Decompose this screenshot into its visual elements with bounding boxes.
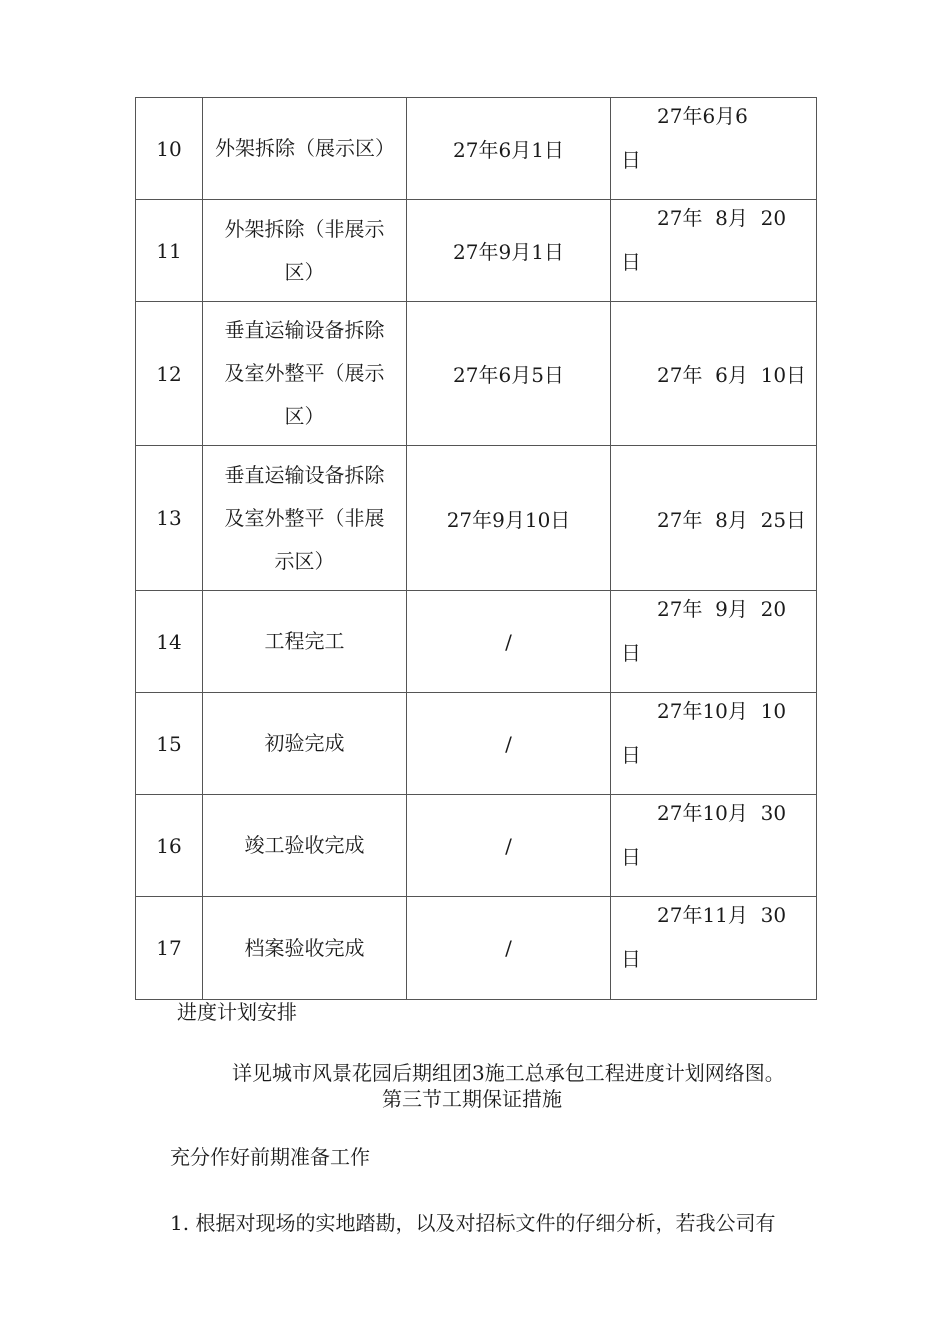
cell-task [203, 897, 407, 1000]
task-text: 外架拆除（非展示区） [224, 216, 385, 284]
table-row [136, 446, 817, 591]
task-text: 初验完成 [264, 731, 345, 755]
cell-start-date: / [407, 897, 611, 1000]
cell-start-date: 27年9月10日 [407, 446, 611, 591]
end-date: 27年 8月 25日 [657, 507, 807, 532]
end-date-line1: 27年6月6 [657, 104, 748, 128]
end-date-line1: 27年11月 30 [657, 903, 787, 927]
cell-number: 17 [136, 897, 203, 1000]
cell-number: 12 [136, 302, 203, 446]
end-date-line2: 日 [621, 641, 641, 665]
section-title: 第三节工期保证措施 [382, 1087, 562, 1111]
cell-number: 15 [136, 693, 203, 795]
task-text: 外架拆除（展示区） [215, 136, 395, 160]
end-date-line1: 27年10月 30 [657, 801, 787, 825]
schedule-detail: 详见城市风景花园后期组团3施工总承包工程进度计划网络图。 [232, 1061, 785, 1085]
cell-number: 14 [136, 591, 203, 693]
end-date: 27年 6月 10日 [657, 363, 807, 387]
subheading-prep: 充分作好前期准备工作 [170, 1145, 370, 1169]
table-body [136, 98, 817, 1000]
end-date-line1: 27年 8月 20 [657, 206, 787, 230]
task-text: 竣工验收完成 [244, 833, 365, 857]
schedule-table [135, 97, 817, 1000]
cell-end-date [611, 795, 817, 897]
cell-start-date: / [407, 795, 611, 897]
cell-task [203, 200, 407, 302]
end-date-line2: 日 [621, 947, 641, 971]
table-row [136, 693, 817, 795]
table-row [136, 591, 817, 693]
cell-start-date: / [407, 693, 611, 795]
end-date-line2: 日 [621, 743, 641, 767]
cell-end-date [611, 591, 817, 693]
cell-number: 11 [136, 200, 203, 302]
cell-task [203, 795, 407, 897]
cell-task [203, 693, 407, 795]
table-row [136, 795, 817, 897]
task-text: 垂直运输设备拆除及室外整平（非展示区） [224, 462, 385, 573]
end-date-line1: 27年10月 10 [657, 699, 787, 723]
cell-end-date [611, 897, 817, 1000]
table-row [136, 302, 817, 446]
end-date-line2: 日 [621, 845, 641, 869]
end-date-line1: 27年 9月 20 [657, 597, 787, 621]
cell-task [203, 302, 407, 446]
task-text: 工程完工 [264, 629, 345, 653]
cell-number: 10 [136, 98, 203, 200]
cell-start-date: 27年6月5日 [407, 302, 611, 446]
cell-start-date: 27年6月1日 [407, 98, 611, 200]
cell-end-date [611, 98, 817, 200]
item-1: 1. 根据对现场的实地踏勘，以及对招标文件的仔细分析，若我公司有 [170, 1211, 776, 1235]
cell-start-date: 27年9月1日 [407, 200, 611, 302]
cell-task [203, 591, 407, 693]
cell-task [203, 98, 407, 200]
table-row [136, 98, 817, 200]
cell-end-date [611, 302, 817, 446]
cell-number: 16 [136, 795, 203, 897]
cell-end-date [611, 200, 817, 302]
table-row [136, 200, 817, 302]
cell-end-date [611, 446, 817, 591]
end-date-line2: 日 [621, 148, 641, 172]
table-row [136, 897, 817, 1000]
heading-schedule: 进度计划安排 [177, 1000, 297, 1024]
cell-end-date [611, 693, 817, 795]
task-text: 垂直运输设备拆除及室外整平（展示区） [224, 318, 385, 428]
end-date-line2: 日 [621, 250, 641, 274]
cell-number: 13 [136, 446, 203, 591]
cell-start-date: / [407, 591, 611, 693]
task-text: 档案验收完成 [244, 935, 365, 960]
cell-task [203, 446, 407, 591]
